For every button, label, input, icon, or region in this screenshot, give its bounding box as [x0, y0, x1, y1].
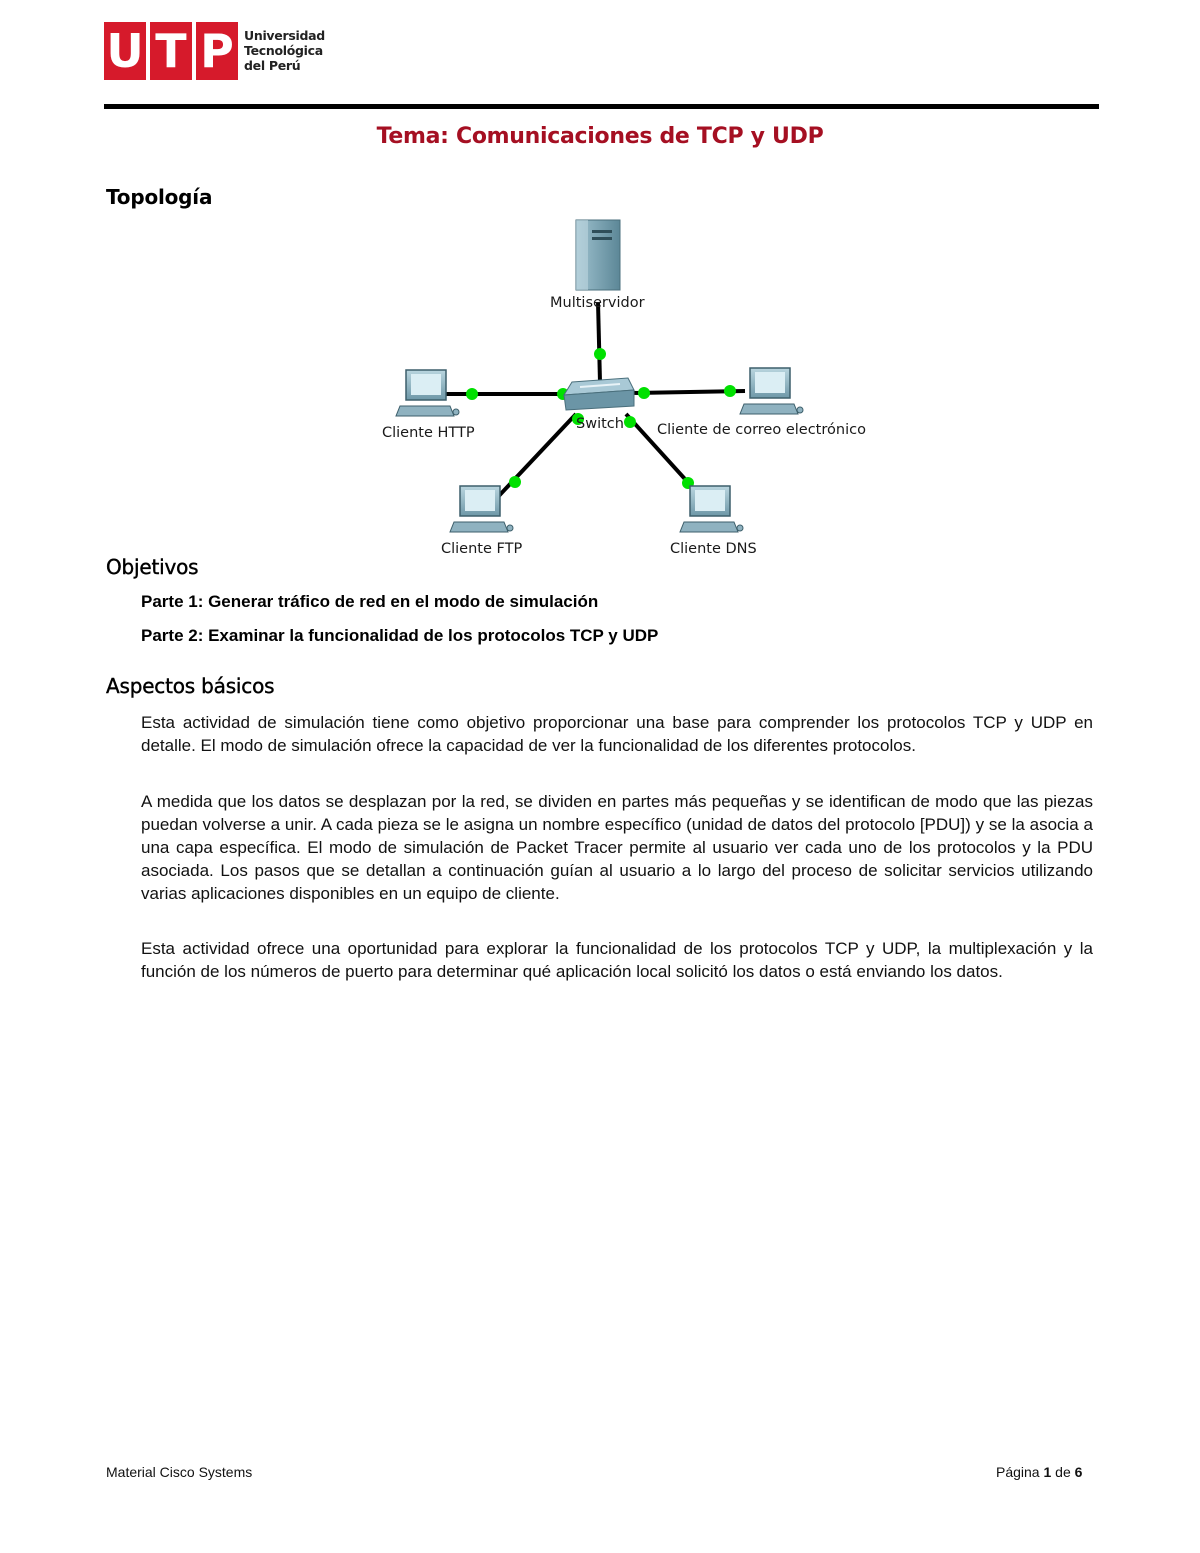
objectives-heading: Objetivos: [106, 555, 199, 579]
objective-item-2: Parte 2: Examinar la funcionalidad de los protocolos TCP y UDP: [141, 626, 659, 645]
link-dot: [638, 387, 650, 399]
logo-university-name: [244, 28, 325, 73]
page-current: 1: [1043, 1464, 1052, 1480]
dns-client-pc-icon: [680, 486, 743, 532]
page-total: 6: [1074, 1464, 1083, 1480]
document-title: Tema: Comunicaciones de TCP y UDP: [376, 124, 824, 149]
background-paragraph-2: A medida que los datos se desplazan por la red, se dividen en partes más pequeñas y se identifican de modo que las piezas puedan volverse a unir. A cada pieza se le asigna un nombre específico (unidad de datos del protocolo [PDU]) y se la asocia a una capa específica. El modo de simulación de Packet Tracer permite al usuario ver cada uno de los protocolos y la PDU asociada. Los pasos que se detallan a continuación guían al usuario a lo largo del proceso de solicitar servicios utilizando varias aplicaciones disponibles en un equipo de cliente.: [141, 792, 1093, 903]
logo-letter-t: T: [150, 22, 192, 80]
footer-source: Material Cisco Systems: [106, 1464, 253, 1480]
background-paragraph-1: Esta actividad de simulación tiene como objetivo proporcionar una base para comprender los protocolos TCP y UDP en detalle. El modo de simulación ofrece la capacidad de ver la funcionalidad de los diferentes protocolos.: [141, 713, 1093, 755]
link-server-switch: [598, 302, 600, 382]
background-heading: Aspectos básicos: [106, 674, 275, 698]
email-client-label: Cliente de correo electrónico: [657, 422, 866, 438]
logo-letter-u: U: [104, 22, 146, 80]
header-rule: [104, 104, 1099, 109]
background-paragraph-3: Esta actividad ofrece una oportunidad para explorar la funcionalidad de los protocolos TCP y UDP, la multiplexación y la función de los números de puerto para determinar qué aplicación local solicitó los datos o está enviando los datos.: [141, 939, 1093, 981]
switch-label: Switch: [576, 416, 624, 432]
dns-client-label: Cliente DNS: [670, 541, 757, 557]
server-icon: [576, 220, 620, 290]
logo-line-1: Universidad: [244, 28, 325, 43]
http-client-label: Cliente HTTP: [382, 425, 475, 441]
topology-diagram: [360, 210, 920, 570]
footer-page-number: [996, 1464, 1082, 1480]
logo-line-2: Tecnológica: [244, 43, 323, 58]
switch-icon: [564, 378, 634, 410]
link-dot: [466, 388, 478, 400]
link-dot: [594, 348, 606, 360]
ftp-client-label: Cliente FTP: [441, 541, 523, 557]
page-prefix: Página: [996, 1464, 1040, 1480]
page-of: de: [1055, 1464, 1071, 1480]
link-dot: [509, 476, 521, 488]
logo-letter-p: P: [196, 22, 238, 80]
objective-item-1: Parte 1: Generar tráfico de red en el modo de simulación: [141, 592, 599, 611]
link-dot: [624, 416, 636, 428]
link-switch-ftp: [495, 414, 576, 500]
utp-logo: [104, 22, 325, 82]
logo-line-3: del Perú: [244, 58, 301, 73]
topology-heading: Topología: [106, 185, 213, 209]
link-dot: [724, 385, 736, 397]
server-label: Multiservidor: [550, 295, 645, 311]
email-client-pc-icon: [740, 368, 803, 414]
